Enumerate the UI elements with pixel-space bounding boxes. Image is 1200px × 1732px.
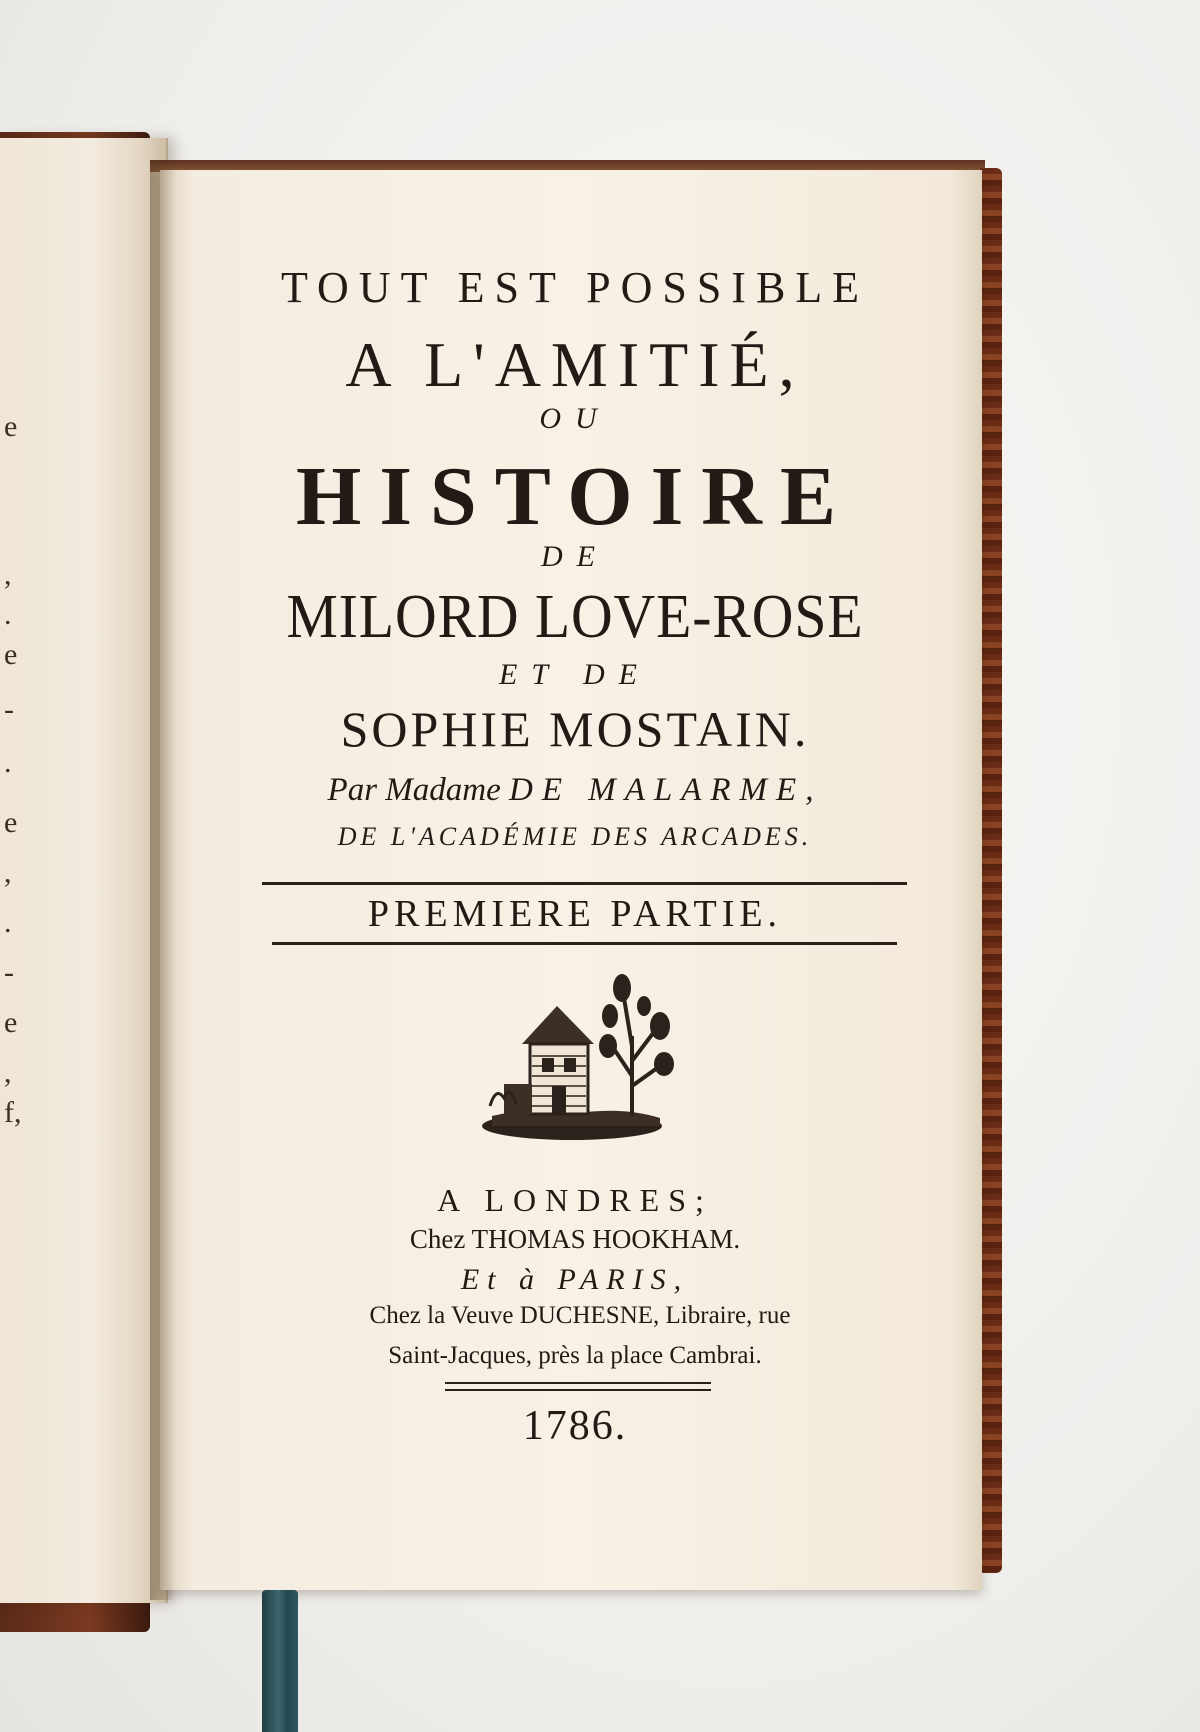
imprint-bookseller: Chez la Veuve DUCHESNE, Libraire, rue (369, 1302, 791, 1329)
title-connector-ou: OU (539, 402, 611, 435)
left-page-margin-mark: . (4, 598, 12, 631)
left-page-margin-mark: - (4, 693, 14, 726)
title-connector-et-de: ET DE (499, 658, 651, 691)
left-page (0, 138, 168, 1603)
bookmark-ribbon (262, 1590, 298, 1732)
double-rule-top (445, 1382, 711, 1384)
author-prefix: Par Madame (327, 772, 501, 808)
rule-bottom (272, 942, 897, 945)
imprint-city-2: Et à PARIS, (460, 1263, 690, 1296)
gutter-shadow (150, 160, 176, 1600)
title-line-1: TOUT EST POSSIBLE (280, 263, 870, 312)
title-line-2: A L'AMITIÉ, (345, 329, 805, 400)
title-milord: MILORD LOVE-ROSE (286, 583, 864, 651)
rule-top (262, 882, 907, 885)
left-page-margin-mark: e (4, 806, 18, 839)
left-page-margin-mark: e (4, 638, 18, 671)
author-affiliation: DE L'ACADÉMIE DES ARCADES. (337, 822, 813, 851)
title-connector-de: DE (541, 540, 609, 573)
left-page-margin-mark: - (4, 956, 14, 989)
part-label: PREMIERE PARTIE. (367, 893, 783, 935)
left-page-margin-mark: e (4, 410, 18, 443)
left-page-margin-mark: , (4, 856, 12, 889)
imprint-city: A LONDRES; (437, 1182, 713, 1218)
title-histoire: HISTOIRE (296, 450, 854, 543)
title-sophie: SOPHIE MOSTAIN. (340, 701, 810, 757)
author-name: DE MALARME, (509, 772, 823, 808)
left-page-margin-mark: . (4, 906, 12, 939)
double-rule-bottom (445, 1389, 711, 1391)
right-book-cover (980, 168, 1002, 1573)
publication-year: 1786. (522, 1403, 628, 1449)
imprint-address: Saint-Jacques, près la place Cambrai. (388, 1342, 762, 1369)
imprint-publisher: Chez THOMAS HOOKHAM. (409, 1224, 741, 1254)
woodcut-vignette-house-icon (482, 966, 682, 1150)
author-line (230, 772, 920, 809)
left-page-margin-mark: , (4, 558, 12, 591)
left-page-margin-mark: f, (4, 1096, 22, 1129)
left-page-margin-mark: . (4, 746, 12, 779)
left-page-margin-mark: , (4, 1056, 12, 1089)
left-page-margin-mark: e (4, 1006, 18, 1039)
